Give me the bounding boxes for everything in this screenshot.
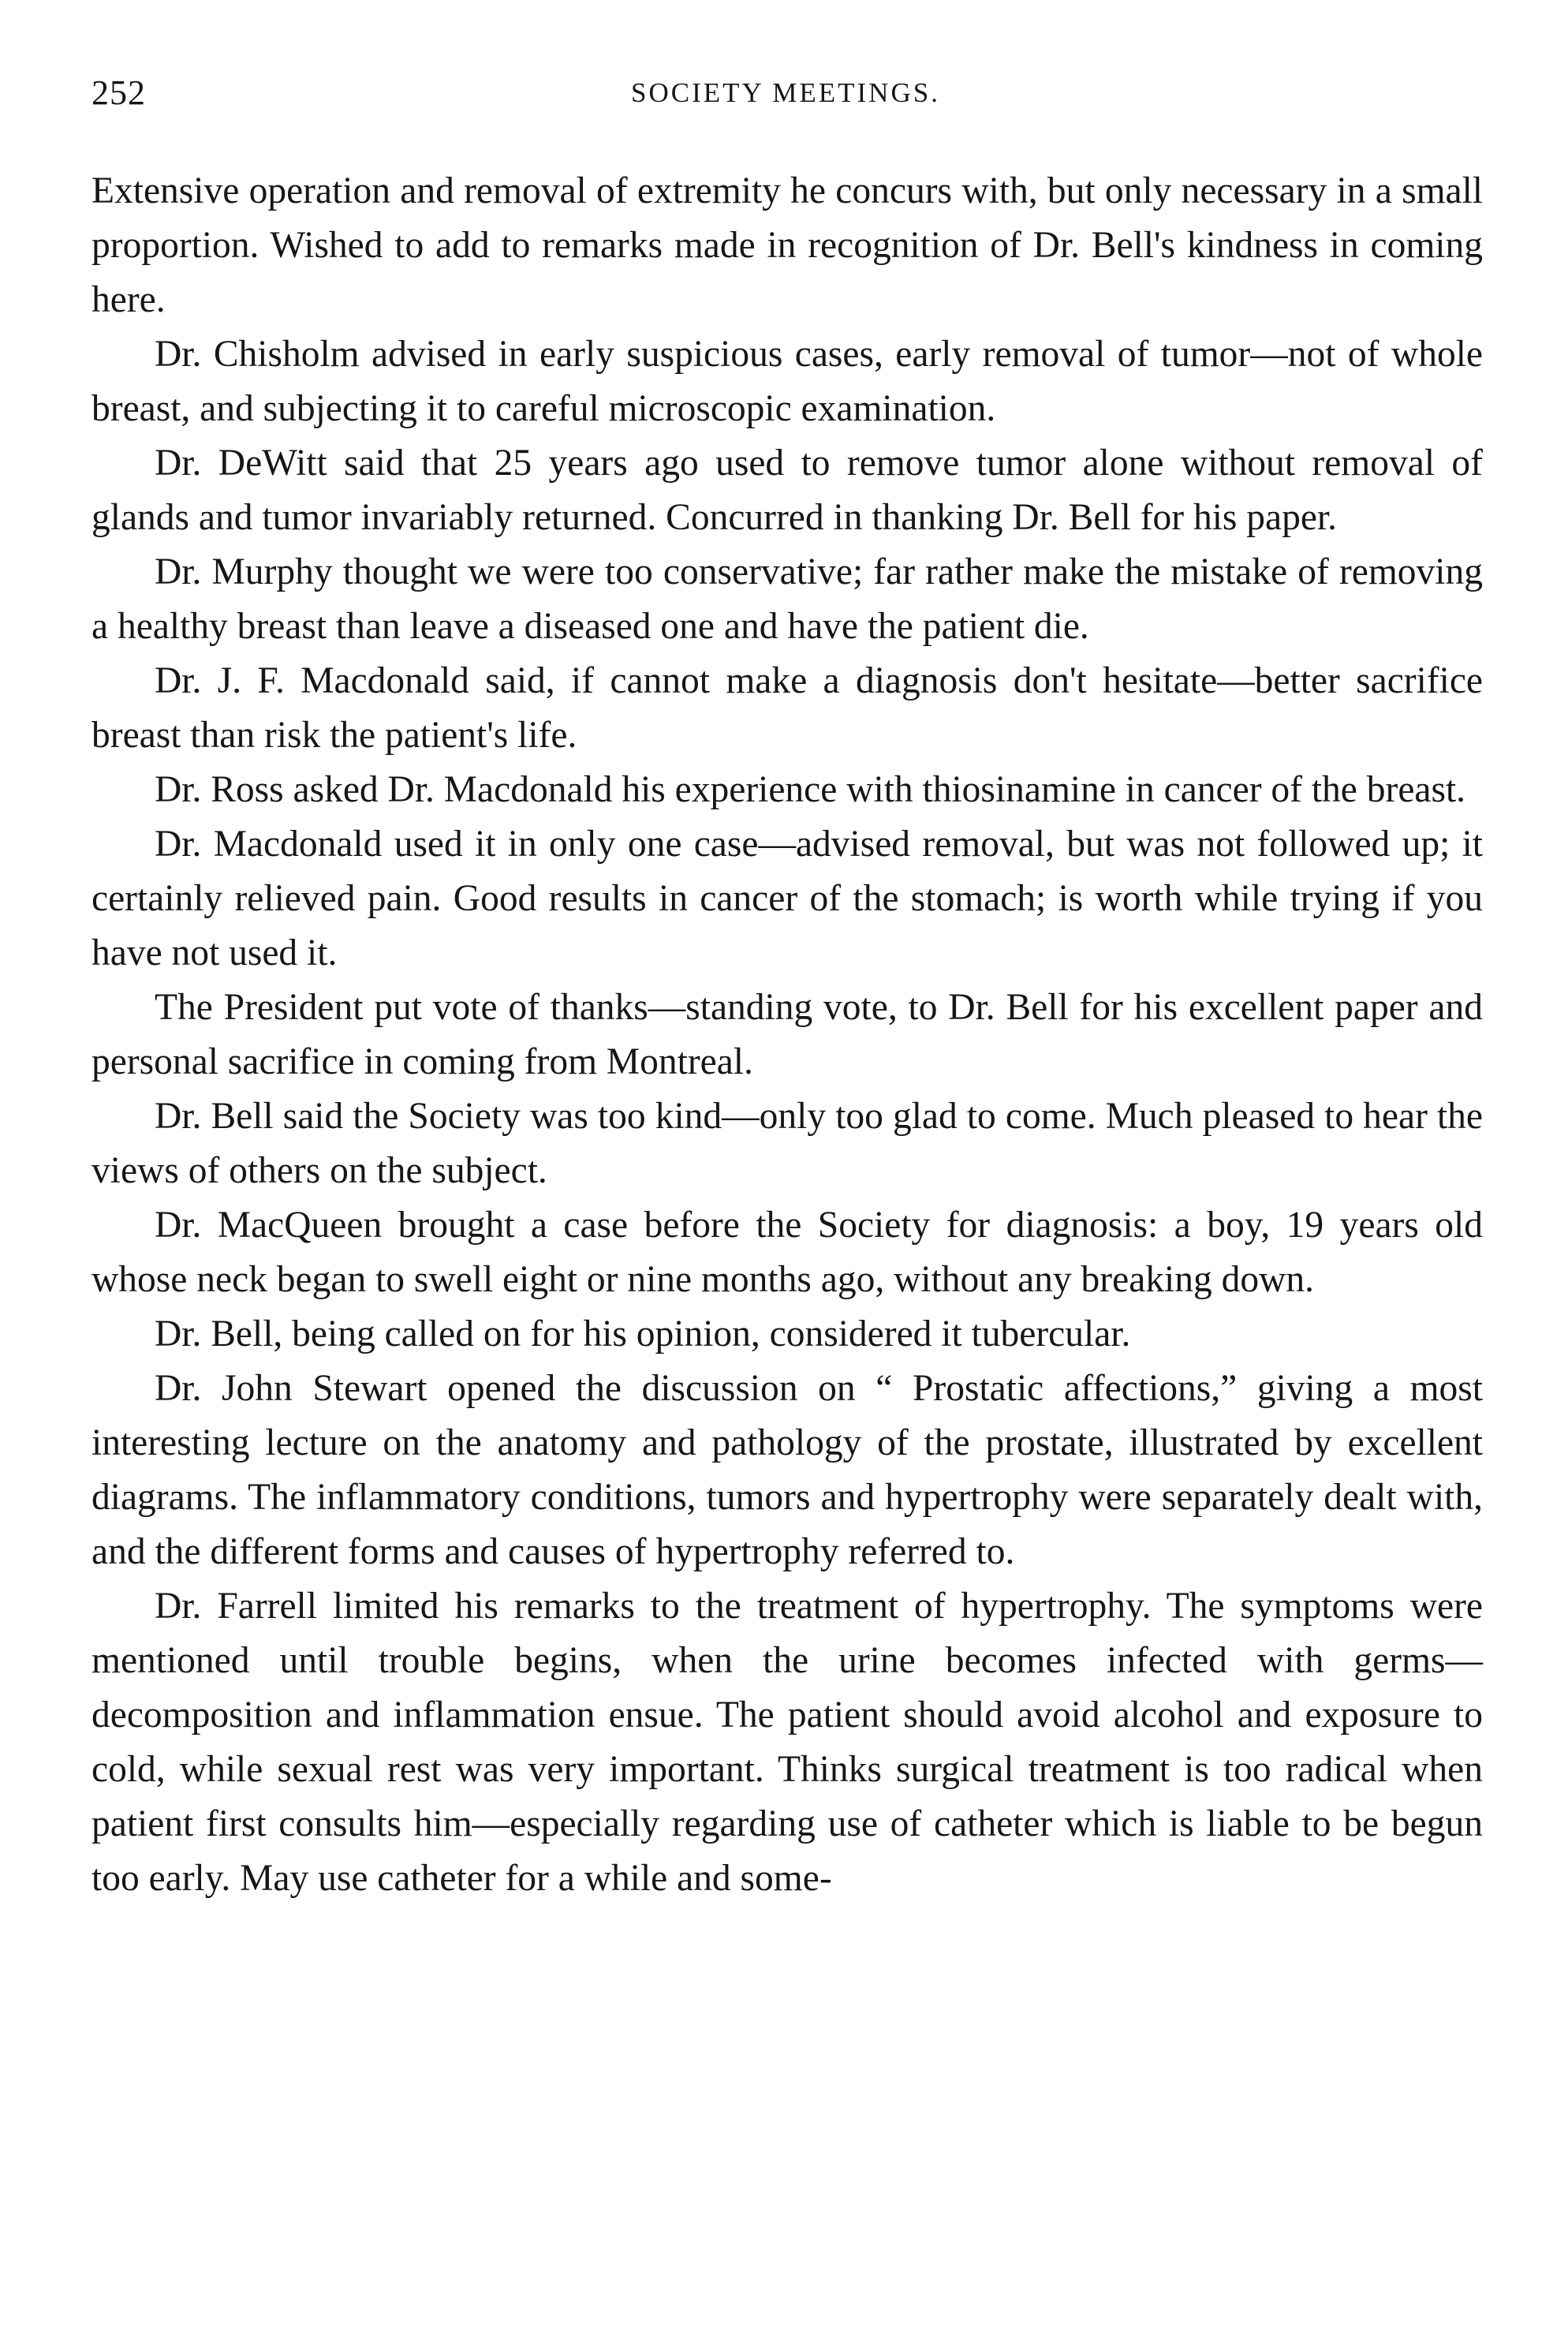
paragraph-continuation: Extensive operation and removal of extremity he concurs with, but only necessary in a small proportion. Wished to add to remarks made in recognition of Dr. Bell's kindness in coming here. xyxy=(91,170,1483,320)
paragraph-jf-macdonald: Dr. J. F. Macdonald said, if cannot make a diagnosis don't hesitate—better sacrifice breast than risk the patient's life. xyxy=(91,660,1483,756)
paragraph-chisholm: Dr. Chisholm advised in early suspicious cases, early removal of tumor—not of whole breast, and subjecting it to careful microscopic examination. xyxy=(91,334,1483,429)
paragraph-bell-reply: Dr. Bell said the Society was too kind—only too glad to come. Much pleased to hear the views of others on the subject. xyxy=(91,1096,1483,1191)
page-number: 252 xyxy=(91,73,146,112)
paragraph-stewart: Dr. John Stewart opened the discussion on “ Prostatic affections,” giving a most interesting lecture on the anatomy and pathology of the prostate, illustrated by excellent diagrams. The inflammatory conditions, tumors and hypertrophy were separately dealt with, and the different forms and causes of hypertrophy referred to. xyxy=(91,1368,1483,1572)
paragraph-president-vote: The President put vote of thanks—standing vote, to Dr. Bell for his excellent paper and personal sacrifice in coming from Montreal. xyxy=(91,987,1483,1082)
paragraph-ross: Dr. Ross asked Dr. Macdonald his experience with thiosinamine in cancer of the breast. xyxy=(155,769,1466,810)
paragraph-macdonald-reply: Dr. Macdonald used it in only one case—advised removal, but was not followed up; it certainly relieved pain. Good results in cancer of the stomach; is worth while trying if you have not used it. xyxy=(91,824,1483,973)
running-head: SOCIETY MEETINGS. xyxy=(631,77,940,108)
article-body xyxy=(91,164,1483,1906)
page-header xyxy=(91,73,1480,120)
paragraph-farrell: Dr. Farrell limited his remarks to the treatment of hypertrophy. The symptoms were mentioned until trouble begins, when the urine becomes infected with germs—decomposition and inflammation ensue. The patient should avoid alcohol and exposure to cold, while sexual rest was very important. Thinks surgical treatment is too radical when patient first consults him—especially regarding use of catheter which is liable to be begun too early. May use catheter for a while and some- xyxy=(91,1586,1483,1899)
paragraph-murphy: Dr. Murphy thought we were too conservative; far rather make the mistake of removing a healthy breast than leave a diseased one and have the patient die. xyxy=(91,551,1483,647)
paragraph-bell-opinion: Dr. Bell, being called on for his opinion, considered it tubercular. xyxy=(155,1313,1131,1354)
paragraph-dewitt: Dr. DeWitt said that 25 years ago used to remove tumor alone without removal of glands and tumor invariably returned. Concurred in thanking Dr. Bell for his paper. xyxy=(91,443,1483,538)
paragraph-macqueen: Dr. MacQueen brought a case before the Society for diagnosis: a boy, 19 years old whose neck began to swell eight or nine months ago, without any breaking down. xyxy=(91,1205,1483,1300)
